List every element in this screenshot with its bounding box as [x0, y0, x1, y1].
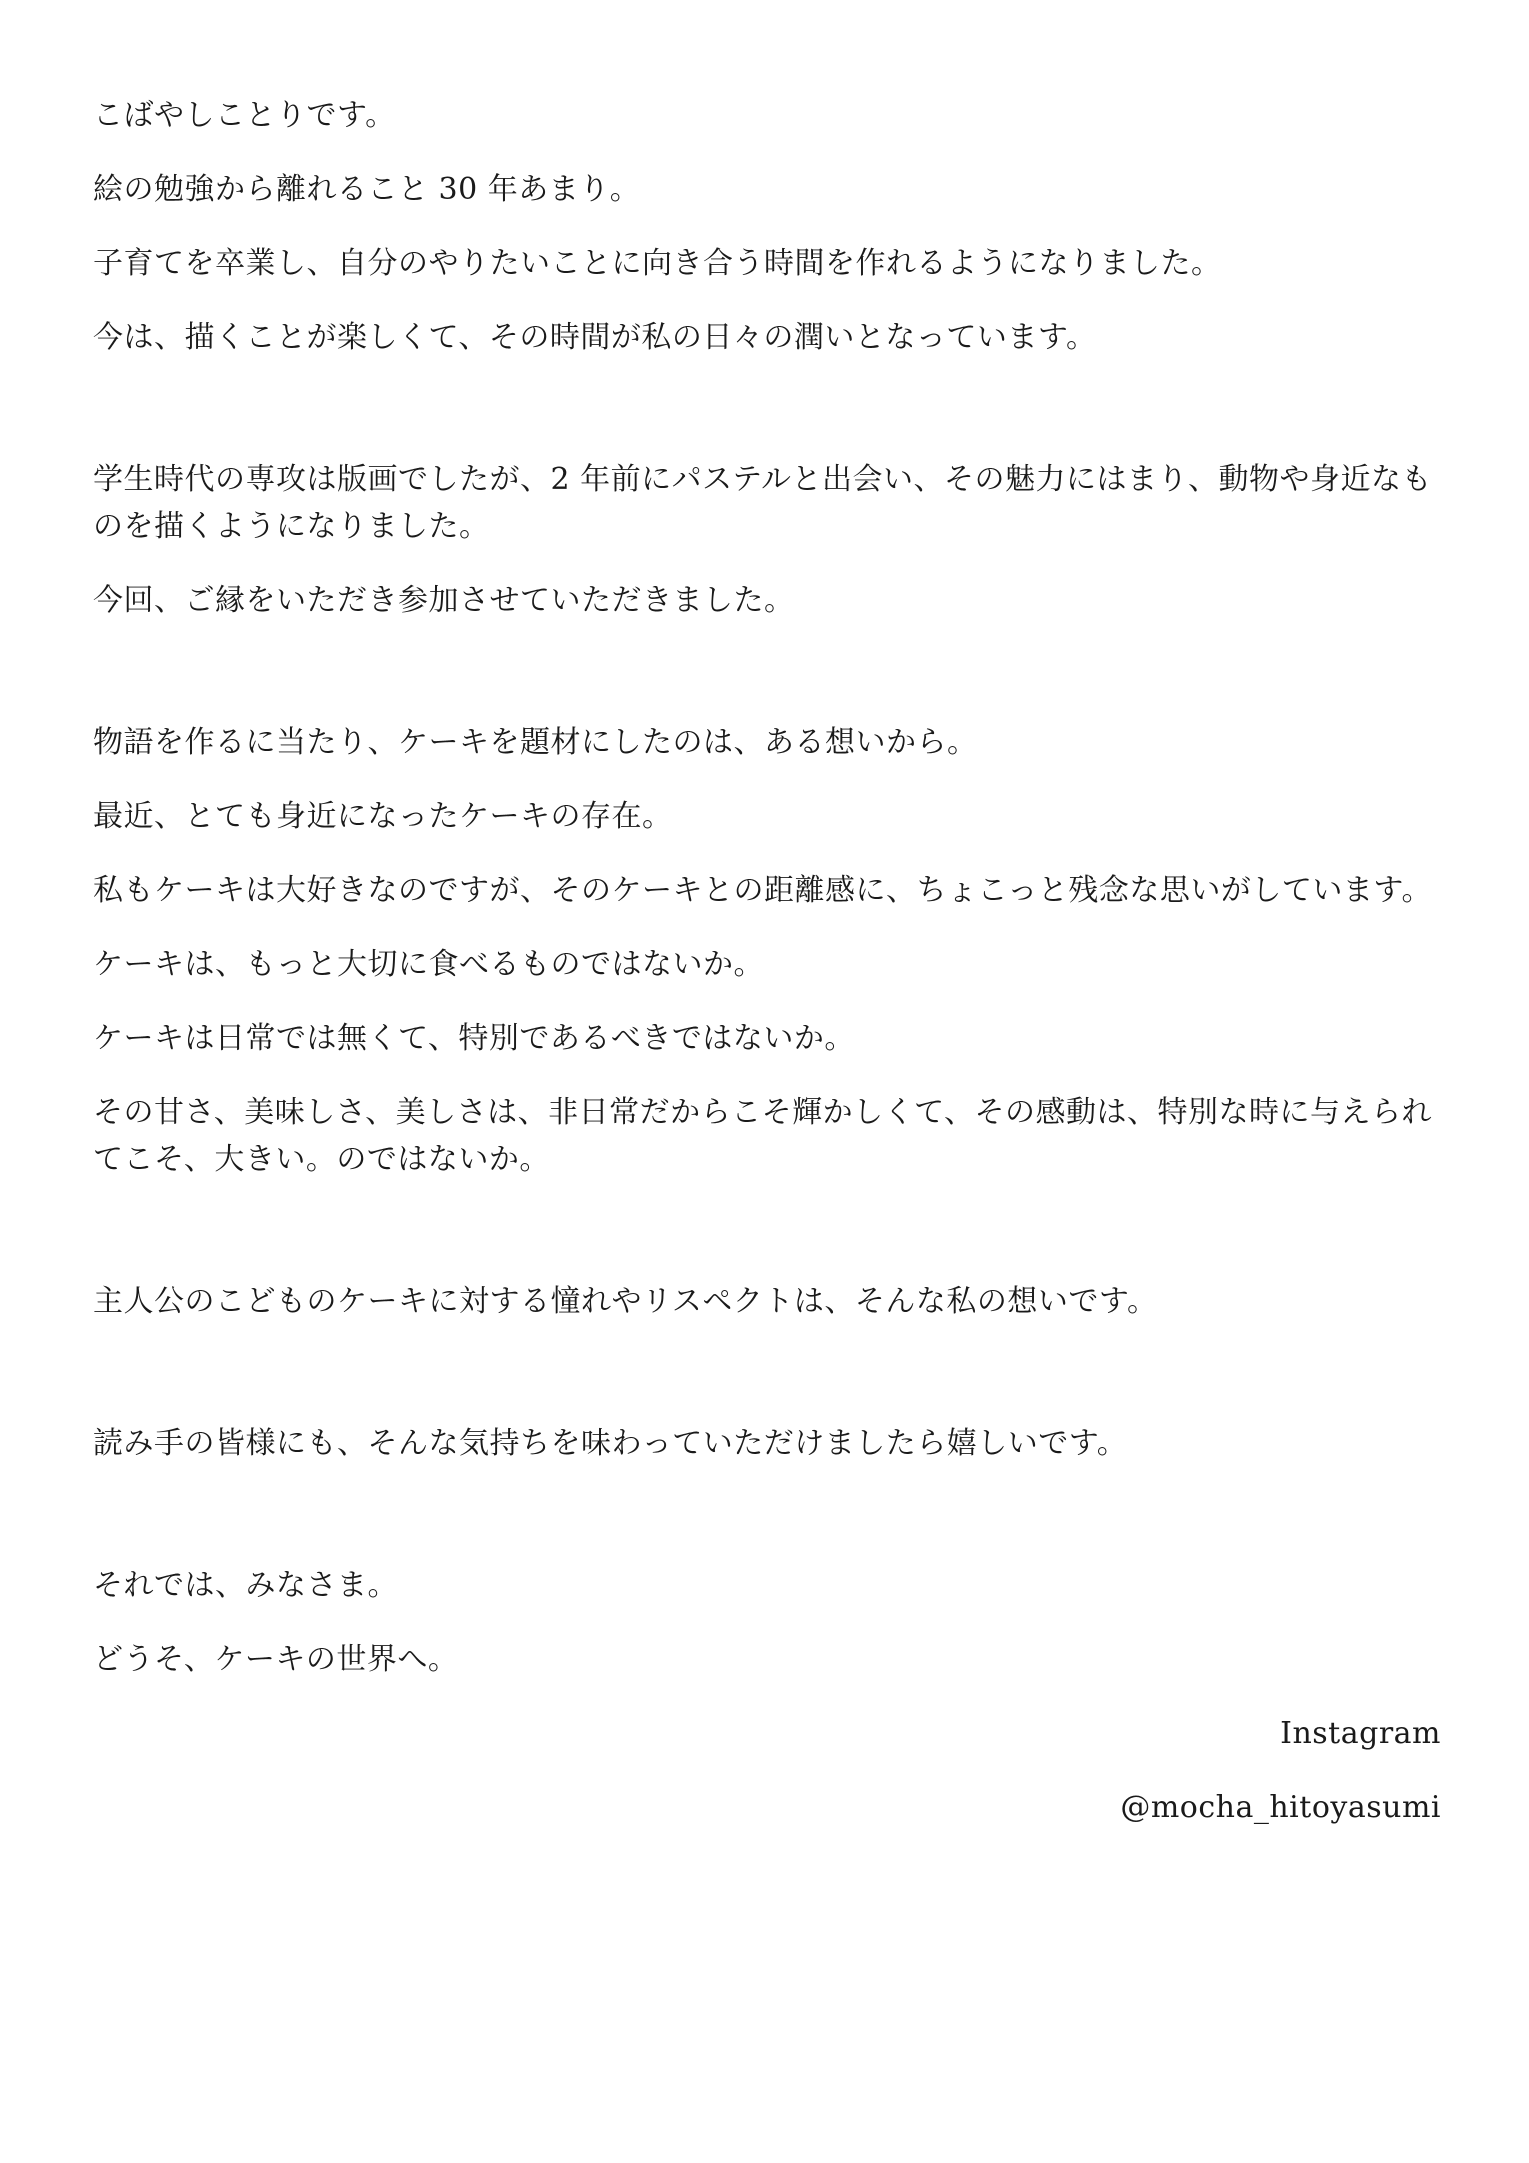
- closing-line-1: それでは、みなさま。: [93, 1568, 398, 1603]
- signature-platform: Instagram: [1280, 1716, 1441, 1751]
- intro-line-4: 今は、描くことが楽しくて、その時間が私の日々の潤いとなっています。: [93, 320, 1097, 355]
- signature-handle: @mocha_hitoyasumi: [1120, 1790, 1441, 1825]
- story-line-5: ケーキは日常では無くて、特別であるべきではないか。: [93, 1021, 855, 1056]
- story-line-1: 物語を作るに当たり、ケーキを題材にしたのは、ある想いから。: [93, 725, 978, 760]
- story-line-3: 私もケーキは大好きなのですが、そのケーキとの距離感に、ちょこっと残念な思いがしています。: [93, 873, 1432, 908]
- closing-line-2: どうそ、ケーキの世界へ。: [93, 1642, 459, 1677]
- intro-line-1: こばやしことりです。: [93, 98, 396, 133]
- background-line-1: 学生時代の専攻は版画でしたが、2 年前にパステルと出会い、その魅力にはまり、動物や身近なも: [93, 462, 1433, 497]
- story-line-6: その甘さ、美味しさ、美しさは、非日常だからこそ輝かしくて、その感動は、特別な時に与えられ: [93, 1095, 1432, 1130]
- background-line-3: 今回、ご縁をいただき参加させていただきました。: [93, 583, 795, 618]
- story-line-7: てこそ、大きい。のではないか。: [93, 1142, 550, 1177]
- story-line-4: ケーキは、もっと大切に食べるものではないか。: [93, 947, 764, 982]
- story-line-2: 最近、とても身近になったケーキの存在。: [93, 799, 673, 834]
- intro-line-3: 子育てを卒業し、自分のやりたいことに向き合う時間を作れるようになりました。: [93, 246, 1222, 281]
- protagonist-line: 主人公のこどものケーキに対する憧れやリスペクトは、そんな私の想いです。: [93, 1284, 1158, 1319]
- reader-message-line: 読み手の皆様にも、そんな気持ちを味わっていただけましたら嬉しいです。: [93, 1426, 1128, 1461]
- background-line-2: のを描くようになりました。: [93, 509, 490, 544]
- document-body: [93, 92, 1441, 1831]
- intro-line-2: 絵の勉強から離れること 30 年あまり。: [93, 172, 641, 207]
